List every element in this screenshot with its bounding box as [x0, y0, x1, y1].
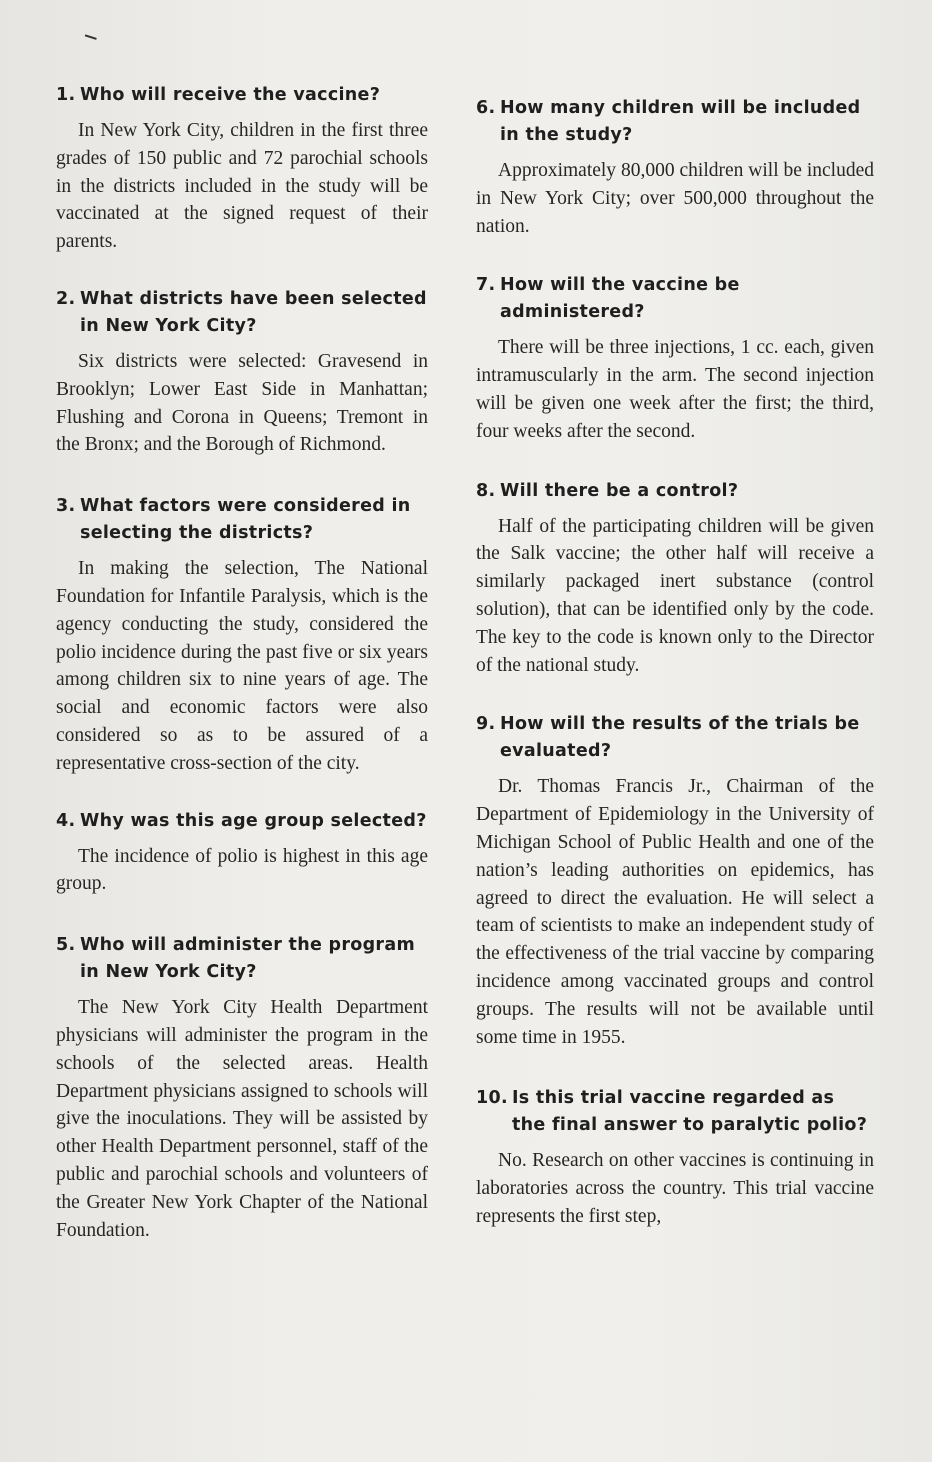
question-heading: 4. Why was this age group selected?: [56, 810, 427, 831]
question-heading: 5. Who will administer the program in New York City?: [56, 935, 415, 983]
answer-text: In New York City, children in the first three grades of 150 public and 72 parochial schools in the districts included in the study will be vaccinated at the signed request of their parents.: [56, 120, 428, 253]
answer-text: Half of the participating children will be given the Salk vaccine; the other half will receive a similarly packaged inert substance (control solution), that can be identified only by the code. The key to the code is known only to the Director of the national study.: [476, 515, 874, 676]
faq-item-6: [476, 95, 874, 240]
question-heading: 3. What factors were considered in selecting the districts?: [56, 496, 411, 544]
faq-item-3: [56, 493, 428, 777]
question-heading: 2. What districts have been selected in New York City?: [56, 288, 427, 336]
answer-text: The incidence of polio is highest in this age group.: [56, 845, 428, 895]
question-heading: 1. Who will receive the vaccine?: [56, 85, 381, 105]
answer-text: There will be three injections, 1 cc. each, given intramuscularly in the arm. The second injection will be given one week after the first; the third, four weeks after the second.: [476, 337, 874, 442]
question-heading: 6. How many children will be included in the study?: [476, 98, 861, 145]
question-heading: 10. Is this trial vaccine regarded as the final answer to paralytic polio?: [476, 1088, 868, 1136]
left-column: [56, 82, 428, 1244]
faq-item-4: [56, 808, 428, 899]
faq-item-9: [476, 711, 874, 1051]
faq-item-8: [476, 478, 874, 680]
answer-text: In making the selection, The National Foundation for Infantile Paralysis, which is the agency conducting the study, considered the polio incidence during the past five or six years among children six to nine years of age. The social and economic factors were also considered so as to be assured of a representative cross-section of the city.: [56, 558, 428, 774]
right-column: [476, 95, 874, 1231]
faq-item-5: [56, 932, 428, 1244]
faq-item-7: [476, 272, 874, 445]
answer-text: No. Research on other vaccines is continuing in laboratories across the country. This trial vaccine represents the first step,: [476, 1150, 874, 1227]
answer-text: Approximately 80,000 children will be included in New York City; over 500,000 throughout the nation.: [476, 160, 874, 237]
answer-text: Six districts were selected: Gravesend in Brooklyn; Lower East Side in Manhattan; Flushing and Corona in Queens; Tremont in the Bronx; and the Borough of Richmond.: [56, 350, 428, 456]
faq-item-1: [56, 82, 428, 256]
question-heading: 8. Will there be a control?: [476, 480, 739, 501]
pen-mark: [83, 34, 97, 44]
answer-text: Dr. Thomas Francis Jr., Chairman of the Department of Epidemiology in the University of Michigan School of Public Health and one of the nation’s leading authorities on epidemics, has agreed to direct the evaluation. He will select a team of scientists to make an independent study of the effectiveness of the trial vaccine by comparing incidence among vaccinated groups and control groups. The results will not be available until some time in 1955.: [476, 776, 874, 1048]
answer-text: The New York City Health Department physicians will administer the program in the schools of the selected areas. Health Department physicians assigned to schools will give the inoculations. They will be assisted by other Health Department personnel, staff of the public and parochial schools and volunteers of the Greater New York Chapter of the National Foundation.: [56, 997, 428, 1241]
faq-item-2: [56, 286, 428, 459]
question-heading: 7. How will the vaccine be administered?: [476, 275, 740, 323]
faq-item-10: [476, 1085, 874, 1230]
question-heading: 9. How will the results of the trials be evaluated?: [476, 714, 860, 762]
